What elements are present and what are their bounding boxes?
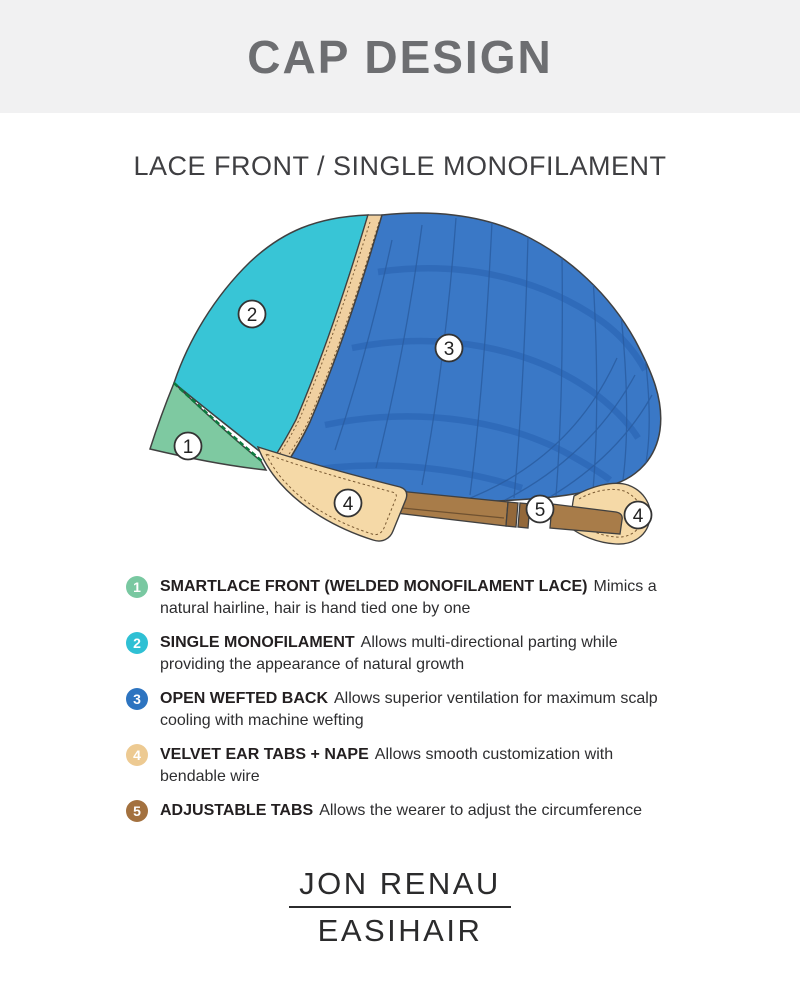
logo-divider (289, 906, 511, 908)
legend (126, 576, 682, 834)
legend-desc: Mimics a natural hairline, hair is hand tied one by one (160, 578, 657, 617)
svg-text:2: 2 (246, 305, 258, 326)
legend-item-smartlace-front (126, 576, 682, 620)
svg-text:3: 3 (443, 339, 455, 360)
legend-label: VELVET EAR TABS + NAPE (160, 746, 369, 763)
cap-style-subtitle: LACE FRONT / SINGLE MONOFILAMENT (133, 151, 667, 181)
legend-item-open-wefted-back (126, 688, 682, 732)
page-title: CAP DESIGN (247, 30, 553, 83)
marker-2-monofilament (239, 301, 266, 328)
legend-bullet-3: 3 (126, 688, 148, 710)
svg-text:5: 5 (534, 500, 546, 521)
marker-3-wefted-back (436, 335, 463, 362)
marker-4-ear-tab (335, 490, 362, 517)
brand-name-easihair: EASIHAIR (317, 913, 483, 948)
svg-text:4: 4 (632, 506, 644, 527)
svg-text:4: 4 (342, 494, 354, 515)
legend-label: OPEN WEFTED BACK (160, 690, 328, 707)
legend-desc: Allows the wearer to adjust the circumference (319, 802, 642, 819)
svg-text:1: 1 (182, 437, 194, 458)
cap-diagram (130, 200, 690, 560)
marker-4-nape (625, 502, 652, 529)
legend-bullet-2: 2 (126, 632, 148, 654)
legend-bullet-4: 4 (126, 744, 148, 766)
legend-item-single-monofilament (126, 632, 682, 676)
legend-desc: Allows smooth customization with bendable wire (160, 746, 614, 785)
page-header (0, 0, 800, 113)
legend-desc: Allows superior ventilation for maximum scalp cooling with machine wefting (160, 690, 658, 729)
marker-5-adjustable-tab (527, 496, 554, 523)
strap-buckle (506, 502, 518, 527)
legend-label: SINGLE MONOFILAMENT (160, 634, 355, 651)
legend-bullet-1: 1 (126, 576, 148, 598)
legend-label: ADJUSTABLE TABS (160, 802, 314, 819)
legend-desc: Allows multi-directional parting while providing the appearance of natural growth (160, 634, 618, 673)
legend-item-adjustable-tabs (126, 800, 682, 822)
legend-item-velvet-ear-tabs (126, 744, 682, 788)
brand-name-jon-renau: JON RENAU (299, 866, 501, 901)
brand-logo (0, 866, 800, 949)
legend-label: SMARTLACE FRONT (WELDED MONOFILAMENT LACE) (160, 578, 588, 595)
marker-1-smartlace (175, 433, 202, 460)
legend-bullet-5: 5 (126, 800, 148, 822)
